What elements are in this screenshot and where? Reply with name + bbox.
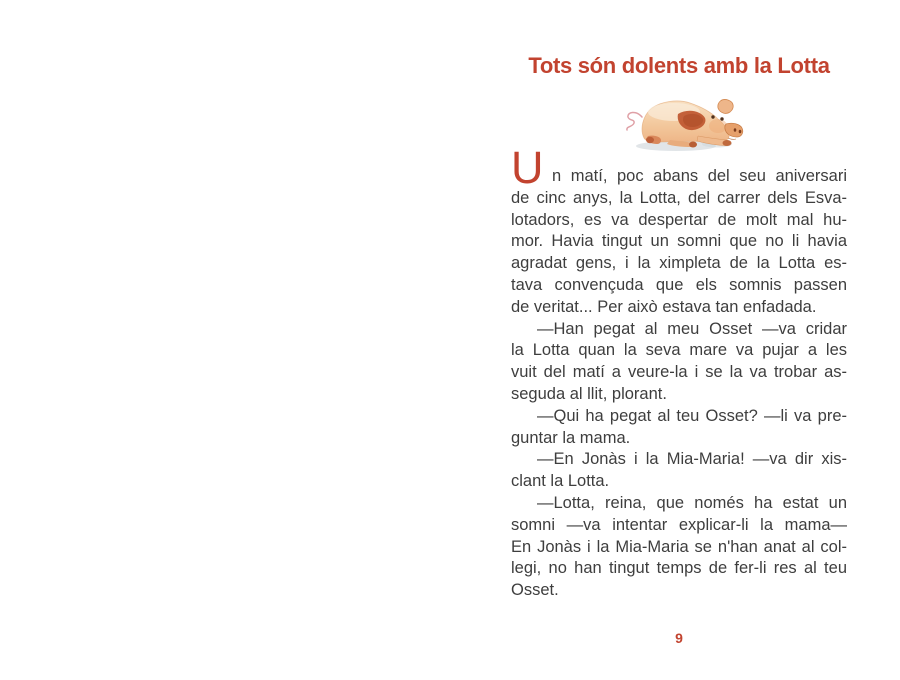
text-line: Osset. — [511, 581, 559, 600]
pig-eye — [720, 117, 723, 120]
text-line-content: n matí, poc abans del seu aniversari — [552, 167, 847, 185]
pig-eye — [711, 115, 714, 118]
drop-cap: U — [511, 142, 544, 193]
paragraph — [511, 319, 847, 406]
page-content — [511, 0, 847, 680]
text-line: lotadors, es va despertar de molt mal hu- — [511, 210, 847, 229]
paragraph — [511, 142, 847, 319]
text-line: legi, no han tingut temps de fer-li res al teu — [511, 559, 847, 578]
text-line: agradat gens, i la ximpleta de la Lotta es- — [511, 254, 847, 273]
text-line: —En Jonàs i la Mia-Maria! —va dir xis- — [537, 450, 847, 469]
pig-illustration — [511, 96, 847, 156]
pig-ear — [718, 99, 733, 113]
text-line: En Jonàs i la Mia-Maria se n'han anat al col- — [511, 537, 847, 556]
text-line: guntar la mama. — [511, 428, 631, 447]
text-line: vuit del matí a veure-la i se la va trobar as- — [511, 363, 847, 382]
text-line: —Han pegat al meu Osset —va cridar — [537, 319, 847, 338]
text-line: mor. Havia tingut un somni que no li havia — [511, 232, 847, 251]
text-line: clant la Lotta. — [511, 472, 610, 491]
text-line: la Lotta quan la seva mare va pujar a les — [511, 341, 847, 360]
text-line — [511, 142, 847, 193]
body-text — [511, 142, 847, 602]
paragraph — [511, 449, 847, 493]
text-line: somni —va intentar explicar-li la mama— — [511, 515, 847, 534]
text-line: tava convençuda que els somnis passen — [511, 275, 847, 294]
text-line: de veritat... Per això estava tan enfadada. — [511, 297, 817, 316]
chapter-title: Tots són dolents amb la Lotta — [528, 53, 830, 78]
text-line: —Qui ha pegat al teu Osset? —li va pre- — [537, 406, 847, 425]
paragraph — [511, 406, 847, 450]
text-line: seguda al llit, plorant. — [511, 384, 667, 403]
text-line: —Lotta, reina, que només ha estat un — [537, 493, 847, 512]
paragraph — [511, 493, 847, 602]
pig-illustration-svg — [614, 96, 744, 154]
text-line: de cinc anys, la Lotta, del carrer dels Esva- — [511, 188, 847, 207]
pig-tail — [627, 112, 642, 130]
page-number: 9 — [675, 630, 683, 646]
